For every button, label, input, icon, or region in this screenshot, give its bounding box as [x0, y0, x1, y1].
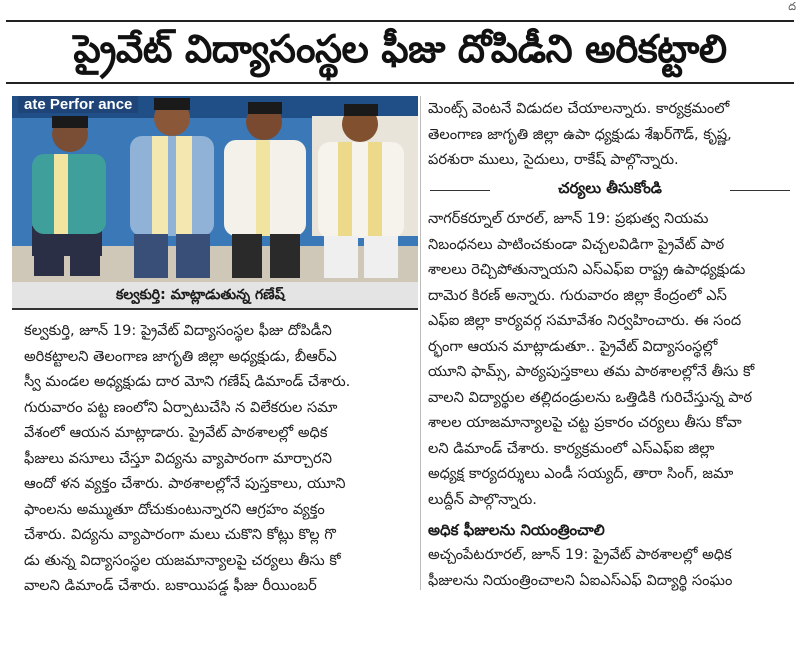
left-column-line: కల్వకుర్తి, జూన్ 19: ప్రైవేట్ విద్యాసంస్థల ఫీజు దోపిడీని [24, 322, 332, 339]
left-column [24, 318, 416, 599]
right-bottom-line: అచ్చంపేటరూరల్, జూన్ 19: ప్రైవేట్ పాఠశాలల్లో అధిక [428, 546, 732, 563]
news-photo [12, 96, 418, 282]
column-divider [420, 96, 421, 590]
left-column-line: ఫాంలను అమ్ముతూ దోచుకుంటున్నారని ఆగ్రహం వ్యక్తం [24, 500, 325, 518]
right-column-top [428, 96, 794, 173]
right-top-line: మెంట్స్ వెంటనే విడుదల చేయాలన్నారు. కార్యక్రమంలో [428, 100, 730, 117]
headline-top-rule [6, 20, 794, 22]
right-mid-line: నిబంధనలు పాటించకుండా విచ్చలవిడిగా ప్రైవేట్ పాఠ [428, 235, 725, 253]
left-column-line: ఫీజులు వసూలు చేస్తూ విద్యను వ్యాపారంగా మార్చారని [24, 449, 332, 467]
right-column-bottom [428, 542, 794, 593]
subhead-1-rule-right [730, 190, 790, 191]
page-marker: ద [788, 0, 796, 13]
left-column-line: ఆందో ళన వ్యక్తం చేశారు. పాఠశాలల్లోనే పుస్తకాలు, యూని [24, 475, 346, 492]
right-column-middle [428, 206, 794, 512]
photo-sign-text: ate Perfor ance [18, 96, 138, 113]
left-column-line: చేశారు. విద్యను వ్యాపారంగా మలు చుకొని కోట్లు కొల్ల గొ [24, 526, 336, 543]
right-mid-line: అధ్యక్ష కార్యదర్శులు ఎండీ సయ్యద్, తారా సింగ్, జమా [428, 465, 734, 482]
left-column-line: వాలని డిమాండ్ చేశారు. బకాయిపడ్డ ఫీజు రీయింబర్ [24, 577, 317, 594]
right-mid-line: లని డిమాండ్ చేశారు. కార్యక్రమంలో ఎస్ఎఫ్ఐ జిల్లా [428, 439, 715, 457]
right-mid-line: యూని ఫామ్స్, పాఠ్యపుస్తకాలు తమ పాఠశాలల్లోనే తీసు కో [428, 363, 755, 380]
photo-caption: కల్వకుర్తి: మాట్లాడుతున్న గణేష్ [12, 282, 418, 310]
right-mid-line: శాలలు రెచ్చిపోతున్నాయని ఎస్ఎఫ్ఐ రాష్ట్ర ఉపాధ్యక్షుడు [428, 261, 746, 278]
right-mid-line: ర్భంగా ఆయన మాట్లాడుతూ.. ప్రైవేట్ విద్యాసంస్థల్లో [428, 337, 718, 355]
right-mid-line: వాలని విద్యార్థుల తల్లిదండ్రులను ఒత్తిడికి గురిచేస్తున్న పాఠ [428, 388, 752, 406]
right-top-line: పరశురా ములు, సైదులు, రాకేష్ పాల్గొన్నారు. [428, 151, 679, 168]
right-mid-line: దామెర కిరణ్ అన్నారు. గురువారం జిల్లా కేంద్రంలో ఎస్ [428, 286, 727, 304]
right-mid-line: నాగర్‌కర్నూల్ రూరల్, జూన్ 19: ప్రభుత్వ నియమ [428, 210, 709, 227]
headline-bottom-rule [6, 82, 794, 84]
right-mid-line: లుద్దీన్ పాల్గొన్నారు. [428, 490, 537, 508]
right-mid-line: ఎఫ్ఐ జిల్లా కార్యవర్గ సమావేశం నిర్వహించారు. ఈ సంద [428, 312, 742, 329]
left-column-line: వేశంలో ఆయన మాట్లాడారు. ప్రైవేట్ పాఠశాలల్లో అధిక [24, 424, 328, 441]
left-column-line: స్వీ మండల అధ్యక్షుడు దార మోని గణేష్ డిమాండ్ చేశారు. [24, 373, 351, 390]
photo-illustration [12, 96, 418, 282]
subhead-2: అధిక ఫీజులను నియంత్రించాలి [428, 521, 605, 539]
headline: ప్రైవేట్ విద్యాసంస్థల ఫీజు దోపిడీని అరికట్టాలి [73, 27, 727, 72]
right-bottom-line: ఫీజులను నియంత్రించాలని ఏఐఎస్ఎఫ్ విద్యార్థి సంఘం [428, 571, 733, 589]
left-column-line: గురువారం పట్ట ణంలోని ఏర్పాటుచేసి న విలేకరుల సమా [24, 398, 338, 416]
subhead-1-rule-left [430, 190, 490, 191]
subhead-1: చర్యలు తీసుకోండి [558, 179, 662, 197]
right-top-line: తెలంగాణ జాగృతి జిల్లా ఉపా ధ్యక్షుడు శేఖర్‌గౌడ్, కృష్ణ, [428, 125, 732, 143]
left-column-line: అరికట్టాలని తెలంగాణ జాగృతి జిల్లా అధ్యక్షుడు, బీఆర్ఎ [24, 347, 337, 365]
right-mid-line: శాలల యాజమాన్యాలపై చట్ట ప్రకారం చర్యలు తీసు కోవా [428, 414, 742, 431]
left-column-line: డు తున్న విద్యాసంస్థల యజమాన్యాలపై చర్యలు తీసు కో [24, 551, 341, 569]
